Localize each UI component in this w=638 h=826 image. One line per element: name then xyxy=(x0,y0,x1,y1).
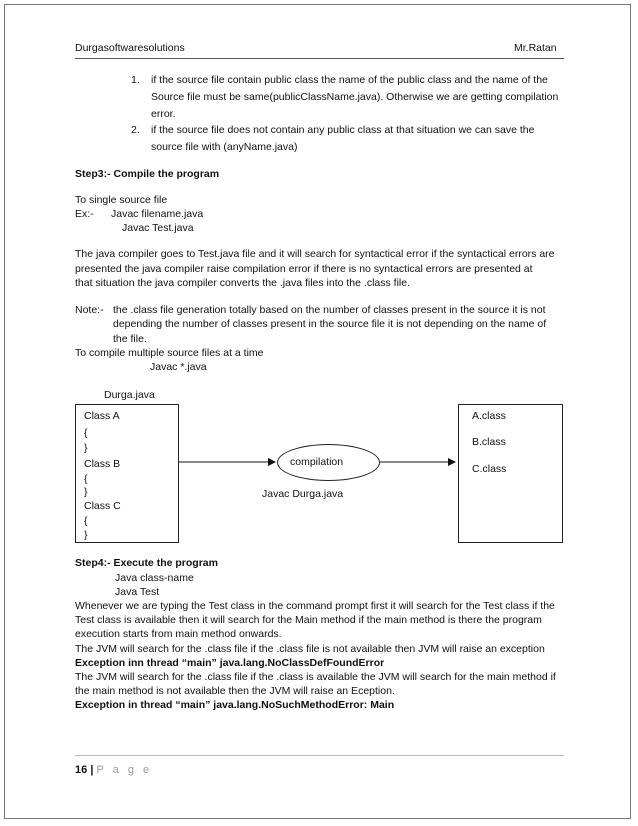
page-separator: | xyxy=(90,764,94,776)
header-left: Durgasoftwaresolutions xyxy=(75,42,185,54)
page-word: P a g e xyxy=(96,764,153,776)
source-line: Class B xyxy=(84,458,121,470)
list-item-line: error. xyxy=(151,108,176,120)
source-line: { xyxy=(84,473,88,485)
source-line: Class C xyxy=(84,500,121,512)
exception-line: Exception in thread “main” java.lang.NoSuchMethodError: Main xyxy=(75,699,395,711)
compilation-label: compilation xyxy=(290,456,344,468)
class-file: A.class xyxy=(472,410,506,422)
example-command: Javac filename.java xyxy=(111,208,204,220)
paragraph-line: The java compiler goes to Test.java file and it will search for syntactical error if the syntactical errors are xyxy=(75,248,555,260)
paragraph-line: the main method is not available then the JVM will raise an Eception. xyxy=(75,685,395,697)
list-item-line: if the source file does not contain any public class at that situation we can save the xyxy=(151,124,535,136)
paragraph-line: The JVM will search for the .class file if the .class is available the JVM will search for the main method if xyxy=(75,671,556,683)
list-item-number: 2. xyxy=(131,124,140,136)
single-source-title: To single source file xyxy=(75,194,168,206)
header-right: Mr.Ratan xyxy=(514,42,557,54)
source-file-label: Durga.java xyxy=(104,389,155,401)
source-line: Class A xyxy=(84,410,120,422)
note-label: Note:- xyxy=(75,304,104,316)
class-file: B.class xyxy=(472,436,506,448)
compile-command: Javac Durga.java xyxy=(262,488,344,500)
footer-rule xyxy=(75,755,564,756)
source-line: } xyxy=(84,442,88,454)
paragraph-line: that situation the java compiler converts the .java files into the .class file. xyxy=(75,277,411,289)
example-command: Javac Test.java xyxy=(122,222,194,234)
source-line: { xyxy=(84,427,88,439)
note-line: the .class file generation totally based on the number of classes present in the source it is not xyxy=(113,304,546,316)
source-line: } xyxy=(84,486,88,498)
list-item-line: Source file must be same(publicClassName.java). Otherwise we are getting compilation xyxy=(151,91,559,103)
note-line: the file. xyxy=(113,333,147,345)
page-number-value: 16 xyxy=(75,764,88,776)
paragraph-line: Test class is available then it will search for the Main method if the main method is there the program xyxy=(75,614,542,626)
list-item-number: 1. xyxy=(131,74,140,86)
page-number xyxy=(75,764,152,776)
execute-command: Java Test xyxy=(115,586,160,598)
list-item-line: source file with (anyName.java) xyxy=(151,141,298,153)
list-item-line: if the source file contain public class the name of the public class and the name of the xyxy=(151,74,548,86)
note-line: depending the number of classes present in the source file it is not depending on the name of xyxy=(113,318,547,330)
class-file: C.class xyxy=(472,463,507,475)
step3-heading: Step3:- Compile the program xyxy=(75,168,220,180)
multi-source-command: Javac *.java xyxy=(150,361,207,373)
paragraph-line: The JVM will search for the .class file if the .class file is not available then JVM will raise an exception xyxy=(75,643,545,655)
multi-source-title: To compile multiple source files at a time xyxy=(75,347,264,359)
execute-command: Java class-name xyxy=(115,572,194,584)
source-line: } xyxy=(84,529,88,541)
source-line: { xyxy=(84,515,88,527)
step4-heading: Step4:- Execute the program xyxy=(75,557,218,569)
paragraph-line: presented the java compiler raise compilation error if there is no syntactical errors are presented at xyxy=(75,263,533,275)
exception-line: Exception inn thread “main” java.lang.NoClassDefFoundError xyxy=(75,657,385,669)
example-label: Ex:- xyxy=(75,208,94,220)
paragraph-line: Whenever we are typing the Test class in the command prompt first it will search for the Test class if the xyxy=(75,600,555,612)
paragraph-line: execution starts from main method onwards. xyxy=(75,628,282,640)
